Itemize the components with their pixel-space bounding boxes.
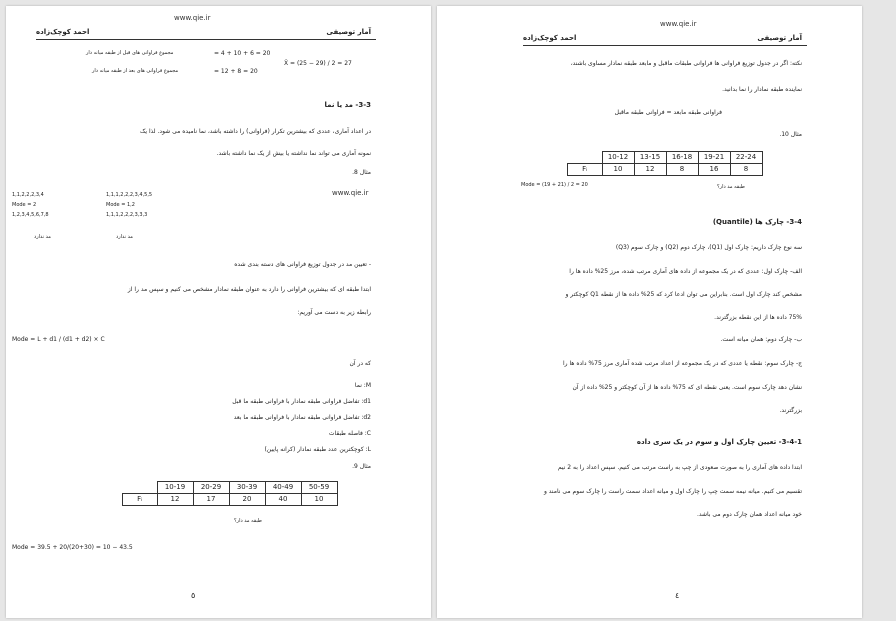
dataset-a-mode: Mode = 2 (12, 202, 37, 208)
grouped-mode-title: - تعیین مد در جدول توزیع فراوانی های دسته بندی شده (234, 261, 371, 268)
header-title: آمار توصیفی (326, 28, 371, 36)
question-mode-class: طبقه مد دار؟ (234, 518, 262, 524)
subsection-title: 3-4-1- تعیین چارک اول و سوم در یک سری داده (636, 438, 802, 446)
table-cell: 10 (301, 494, 337, 506)
header-author: احمد کوچک‌زاده (36, 28, 90, 36)
mode-formula: Mode = L + d1 / (d1 + d2) × C (12, 336, 105, 343)
dataset-d-mode: مد ندارد (116, 234, 133, 240)
table-cell: 8 (666, 164, 698, 176)
quantile-line-1: سه نوع چارک داریم: چارک اول (Q1)، چارک دوم (Q2) و چارک سوم (Q3) (615, 244, 802, 251)
quantile-line-9: ابتدا داده های آماری را به صورت صعودی از چپ به راست مرتب می کنیم. سپس اعداد را به 2 نیم (557, 464, 802, 471)
section-title-mode: 3-3- مد یا نما (324, 101, 371, 109)
inner-url[interactable]: www.qie.ir (332, 189, 369, 197)
calc-label-2: مجموع فراوانی های بعد از طبقه میانه دار (92, 68, 179, 74)
table-cell: 12 (634, 164, 666, 176)
def-m: M: نما (354, 382, 371, 389)
median-expression: X̃ = (25 − 29) / 2 = 27 (284, 60, 352, 67)
paragraph-2: نمونه آماری می تواند نما نداشته یا بیش از یک نما داشته باشد. (216, 150, 371, 157)
header-author: احمد کوچک‌زاده (523, 34, 577, 42)
paragraph-4: رابطه زیر به دست می آوریم: (297, 309, 371, 316)
paragraph-1: در اعداد آماری، عددی که بیشترین تکرار (فراوانی) را داشته باشد، نما نامیده می شود. لذا یک (140, 128, 371, 135)
calc-line-1: = 4 + 10 + 6 = 20 (214, 50, 271, 57)
quantile-line-5: ب- چارک دوم: همان میانه است. (720, 336, 802, 343)
table-cell: 10-12 (602, 152, 634, 164)
dataset-a-seq: 1,1,2,2,2,3,4 (12, 192, 44, 198)
dataset-b-seq: 1,1,1,2,2,2,3,4,5,5 (106, 192, 153, 198)
example-8: مثال 8. (352, 169, 371, 176)
question-mode-class: طبقه مد دار؟ (717, 184, 745, 190)
quantile-line-6: ج- چارک سوم: نقطه یا عددی که در یک مجموعه از اعداد مرتب شده آماری مرز 75% داده ها را (562, 360, 802, 367)
table-cell: 16-18 (666, 152, 698, 164)
dataset-c-mode: مد ندارد (34, 234, 51, 240)
mode-calculation: Mode = 39.5 + 20/(20+30) = 10 − 43.5 (12, 544, 133, 551)
page-number: ٥ (191, 591, 196, 600)
table-cell: 10-19 (157, 482, 193, 494)
frequency-table-10 (567, 151, 763, 176)
table-cell: Fᵢ (568, 164, 603, 176)
dataset-b-mode: Mode = 1,2 (106, 202, 135, 208)
table-cell: 17 (193, 494, 229, 506)
table-cell: 19-21 (698, 152, 730, 164)
table-cell: 40 (265, 494, 301, 506)
table-row (568, 164, 763, 176)
def-d1: d1: تفاضل فراوانی طبقه نمادار با فراوانی طبقه ما قبل (232, 398, 371, 405)
table-cell: 50-59 (301, 482, 337, 494)
table-cell: 40-49 (265, 482, 301, 494)
page-url[interactable]: www.qie.ir (660, 20, 697, 28)
header-rule (523, 45, 807, 46)
page-number: ٤ (675, 591, 680, 600)
quantile-line-4: 75% داده ها از این نقطه بزرگترند. (714, 314, 802, 321)
example-9: مثال 9. (352, 463, 371, 470)
left-page (6, 6, 431, 618)
table-cell: 10 (602, 164, 634, 176)
table-cell: 22-24 (730, 152, 762, 164)
table-row (568, 152, 763, 164)
table-row (123, 494, 338, 506)
quantile-line-11: خود میانه اعداد همان چارک دوم می باشد. (696, 511, 802, 518)
table-cell: 12 (157, 494, 193, 506)
right-page (437, 6, 862, 618)
frequency-table-9 (122, 481, 338, 506)
note-line-1: نکته: اگر در جدول توزیع فراوانی ها فراوانی طبقات ماقبل و مابعد طبقه نمادار مساوی باشند، (570, 60, 802, 67)
def-d2: d2: تفاضل فراوانی طبقه نمادار با فراوانی طبقه ما بعد (233, 414, 371, 421)
header-title: آمار توصیفی (757, 34, 802, 42)
table-cell: 20 (229, 494, 265, 506)
quantile-line-10: تقسیم می کنیم. میانه نیمه سمت چپ را چارک اول و میانه اعداد سمت راست را چارک سوم می نامند و (543, 488, 802, 495)
def-l: L: کوچکترین عدد طبقه نمادار (کرانه پایین) (264, 446, 371, 453)
note-line-3: فراوانی طبقه مابعد = فراوانی طبقه ماقبل (614, 109, 722, 116)
quantile-line-3: مشخص کند چارک اول است. بنابراین می توان ادعا کرد که 25% داده ها از نقطه Q1 کوچکتر و (565, 291, 802, 298)
table-cell: 8 (730, 164, 762, 176)
def-c: C: فاصله طبقات (328, 430, 371, 437)
mode-calculation: Mode = (19 + 21) / 2 = 20 (521, 182, 588, 188)
paragraph-3: ابتدا طبقه ای که بیشترین فراوانی را دارد به عنوان طبقه نمادار مشخص می کنیم و سپس مد را از (127, 286, 371, 293)
header-rule (36, 39, 376, 40)
dataset-c-seq: 1,2,3,4,5,6,7,8 (12, 212, 49, 218)
section-title-quantile: 3-4- چارک ها (Quantile) (712, 218, 802, 226)
table-cell: 20-29 (193, 482, 229, 494)
where-label: که در آن (349, 360, 371, 367)
page-url[interactable]: www.qie.ir (174, 14, 211, 22)
table-cell: 13-15 (634, 152, 666, 164)
table-cell: 30-39 (229, 482, 265, 494)
quantile-line-2: الف- چارک اول: عددی که در یک مجموعه از داده های آماری مرتب شده، مرز 25% داده ها را (569, 268, 802, 275)
quantile-line-7: نشان دهد چارک سوم است. یعنی نقطه ای که 75% داده ها از آن کوچکتر و 25% داده از آن (572, 384, 802, 391)
dataset-d-seq: 1,1,1,2,2,2,3,3,3 (106, 212, 148, 218)
table-row (123, 482, 338, 494)
calc-label-1: مجموع فراوانی های قبل از طبقه میانه دار (86, 50, 174, 56)
example-10: مثال 10. (779, 131, 802, 138)
note-line-2: نماینده طبقه نمادار را نما بدانید. (722, 86, 802, 93)
table-cell: Fᵢ (123, 494, 158, 506)
table-cell: 16 (698, 164, 730, 176)
quantile-line-8: بزرگترند. (779, 407, 802, 414)
calc-line-2: = 12 + 8 = 20 (214, 68, 258, 75)
